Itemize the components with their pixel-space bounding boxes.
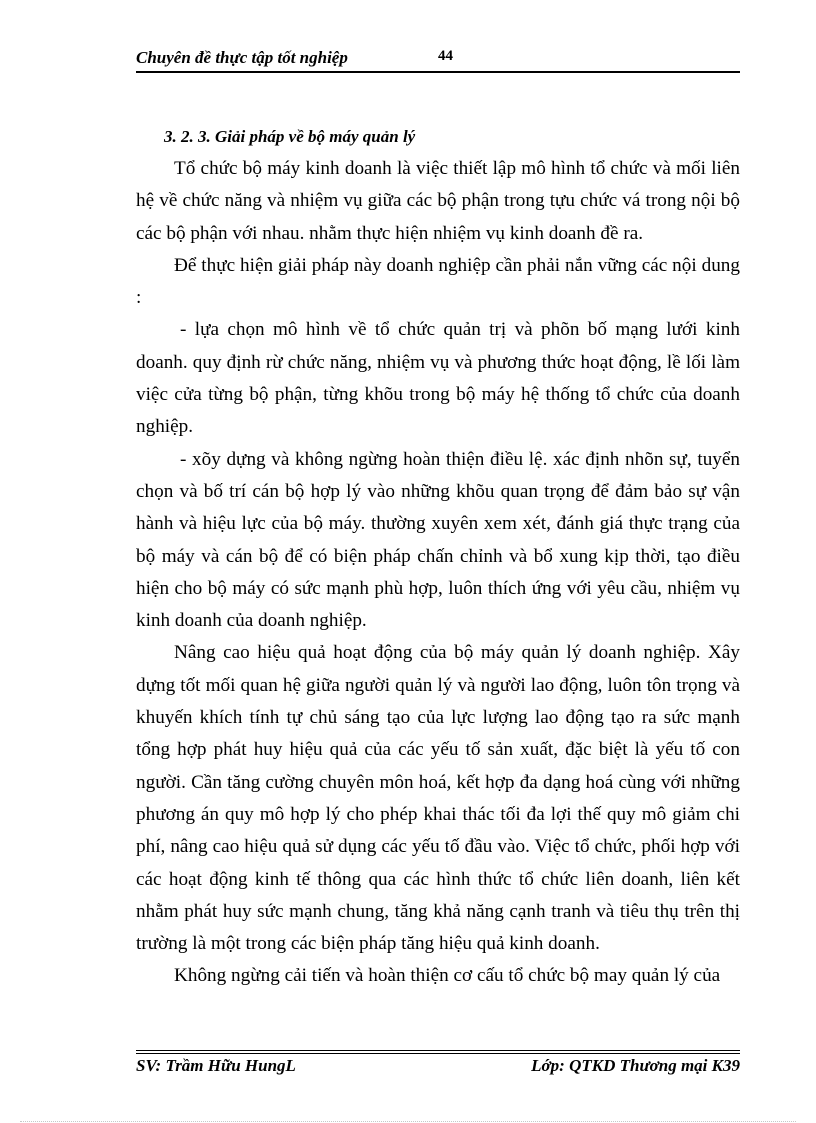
paragraph: Tổ chức bộ máy kinh doanh là việc thiết lập mô hình tổ chức và mối liên hệ về chức năng và nhiệm vụ giữa các bộ phận trong tựu chức vá trong nội bộ các bộ phận với nhau. nhằm thực hiện nhiệm vụ kinh doanh đề ra. xyxy=(136,158,740,244)
bullet-paragraph: - xõy dựng và không ngừng hoàn thiện điều lệ. xác định nhõn sự, tuyển chọn và bố trí cán bộ hợp lý vào những khõu quan trọng để đảm bảo sự vận hành và hiệu lực của bộ máy. thường xuyên xem xét, đánh giá thực trạng của bộ máy và cán bộ để có biện pháp chấn chỉnh và bổ xung kịp thời, tạo điều hiện cho bộ máy có sức mạnh phù hợp, luôn thích ứng với yêu cầu, nhiệm vụ kinh doanh của doanh nghiệp. xyxy=(136,448,740,632)
paragraph: Nâng cao hiệu quả hoạt động của bộ máy quản lý doanh nghiệp. Xây dựng tốt mối quan hệ giữa người quản lý và người lao động, luôn tôn trọng và khuyến khích tính tự chủ sáng tạo của lực lượng lao động tạo ra sức mạnh tổng hợp phát huy hiệu quả của các yếu tố sản xuất, đặc biệt là yếu tố con người. Cần tăng cường chuyên môn hoá, kết hợp đa dạng hoá cùng với những phương án quy mô hợp lý cho phép khai thác tối đa lợi thế quy mô giảm chi phí, nâng cao hiệu quả sử dụng các yếu tố đầu vào. Việc tổ chức, phối hợp với các hoạt động kinh tế thông qua các hình thức tổ chức liên doanh, liên kết nhằm phát huy sức mạnh chung, tăng khả năng cạnh tranh và tiêu thụ trên thị trường là một trong các biện pháp tăng hiệu quả kinh doanh. xyxy=(136,642,740,955)
footer-divider xyxy=(136,1053,740,1054)
footer-divider xyxy=(136,1050,740,1051)
section-heading: 3. 2. 3. Giải pháp về bộ máy quản lý xyxy=(164,127,416,146)
header-title: Chuyên đề thực tập tốt nghiệp xyxy=(136,48,348,67)
paragraph: Không ngừng cải tiến và hoàn thiện cơ cấu tổ chức bộ may quản lý của xyxy=(174,965,721,987)
paragraph: Để thực hiện giải pháp này doanh nghiệp cần phải nắn vững các nội dung : xyxy=(136,254,740,309)
footer-student: SV: Trầm Hữu HungL xyxy=(136,1056,296,1075)
page-number: 44 xyxy=(438,48,453,64)
page-header xyxy=(136,46,740,72)
bullet-paragraph: - lựa chọn mô hình về tổ chức quản trị và phõn bố mạng lưới kinh doanh. quy định rừ chức năng, nhiệm vụ và phương thức hoạt động, lề lối làm việc cửa từng bộ phận, từng khõu trong bộ máy hệ thống tổ chức của doanh nghiệp. xyxy=(136,319,740,438)
document-body xyxy=(136,120,740,993)
footer-class: Lớp: QTKD Thương mại K39 xyxy=(531,1056,740,1075)
page-footer xyxy=(136,1056,740,1080)
page-edge xyxy=(20,1121,796,1122)
header-divider xyxy=(136,71,740,73)
